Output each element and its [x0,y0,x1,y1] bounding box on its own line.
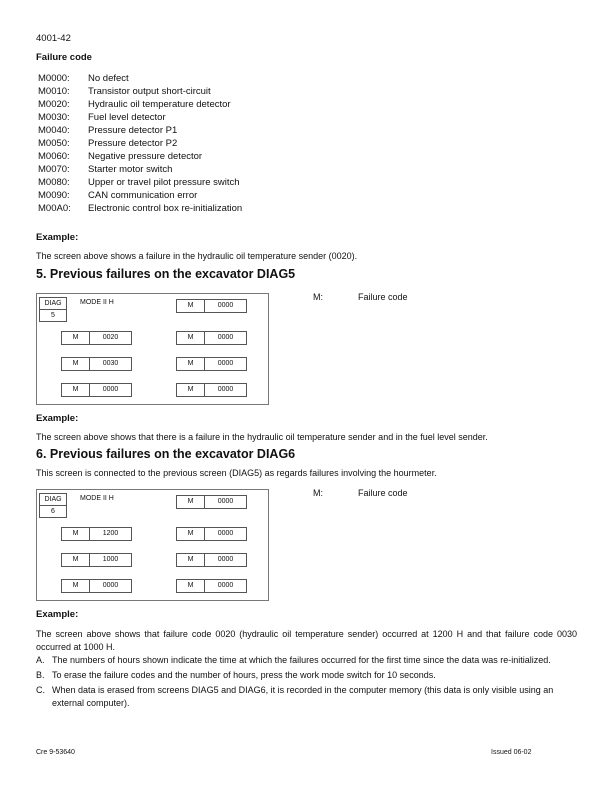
cell-value: 0000 [102,386,119,393]
code-desc: Fuel level detector [88,112,166,123]
failure-cell [176,579,247,593]
note-text: To erase the failure codes and the number of hours, press the work mode switch for 10 seconds. [52,670,436,680]
cell-key: M [177,554,205,566]
note-label: A. [36,655,45,665]
code: M0050: [38,138,70,149]
code-desc: Electronic control box re-initialization [88,203,243,214]
code: M0000: [38,73,70,84]
code-row [38,111,242,124]
failure-cell [176,495,247,509]
failure-cell [61,331,132,345]
cell-key: M [62,358,90,370]
footer-doc-id: Cre 9-53640 [36,749,75,756]
code-desc: Upper or travel pilot pressure switch [88,177,240,188]
code-row [38,72,242,85]
code-row [38,176,242,189]
note-text: The numbers of hours shown indicate the time at which the failures occurred for the first time since the data was re-initialized. [52,655,551,665]
cell-value: 0000 [217,334,234,341]
cell-value: 0000 [217,498,234,505]
code-row [38,137,242,150]
cell-value: 1200 [102,530,119,537]
section5-title: 5. Previous failures on the excavator DIAG5 [36,267,296,281]
code-row [38,85,242,98]
code-desc: CAN communication error [88,190,198,201]
code-row [38,189,242,202]
diag-id-box [39,493,67,518]
cell-value: 0000 [217,530,234,537]
note-item [36,654,577,667]
failure-cell [176,357,247,371]
code-desc: Pressure detector P2 [88,138,178,149]
code-desc: Negative pressure detector [88,151,203,162]
code-desc: Transistor output short-circuit [88,86,211,97]
cell-key: M [62,332,90,344]
cell-value: 0000 [102,582,119,589]
failure-cell [61,527,132,541]
cell-key: M [62,554,90,566]
code: M0010: [38,86,70,97]
note-text: When data is erased from screens DIAG5 and DIAG6, it is recorded in the computer memory (this data is only visible using an external computer). [52,685,554,708]
code-row [38,163,242,176]
code: M00A0: [38,203,71,214]
legend-key: M: [313,292,323,302]
cell-value: 0000 [217,556,234,563]
diag-mode: MODE II H [80,495,114,502]
cell-value: 0000 [217,360,234,367]
example3-heading: Example: [36,609,79,620]
code: M0020: [38,99,70,110]
code: M0090: [38,190,70,201]
failure-cell [176,553,247,567]
code-desc: Starter motor switch [88,164,173,175]
failure-cell [61,579,132,593]
cell-value: 0030 [102,360,119,367]
footer-issued: Issued 06-02 [491,749,532,756]
cell-key: M [62,580,90,592]
example1-heading: Example: [36,232,79,243]
cell-value: 0020 [102,334,119,341]
failure-code-heading: Failure code [36,52,92,63]
diag5-legend [313,292,408,302]
diag-label: DIAG [40,298,66,310]
failure-cell [61,383,132,397]
cell-key: M [177,300,205,312]
cell-key: M [177,496,205,508]
code-row [38,150,242,163]
cell-key: M [177,358,205,370]
cell-key: M [177,384,205,396]
notes-list [36,654,577,710]
example2-heading: Example: [36,413,79,424]
example2-text: The screen above shows that there is a failure in the hydraulic oil temperature sender and in the fuel level sender. [36,432,488,442]
diag6-screen [36,489,269,601]
note-item [36,684,577,710]
code-desc: Hydraulic oil temperature detector [88,99,231,110]
failure-cell [176,331,247,345]
diag-label: DIAG [40,494,66,506]
section6-intro: This screen is connected to the previous screen (DIAG5) as regards failures involving the hourmeter. [36,468,437,478]
failure-cell [176,383,247,397]
example3-text: The screen above shows that failure code 0020 (hydraulic oil temperature sender) occurred at 1200 H and that failure code 0030 occurred at 1000 H. [36,629,577,652]
diag-id-box [39,297,67,322]
legend-value: Failure code [358,488,408,498]
failure-code-list [38,72,242,215]
cell-key: M [177,332,205,344]
page-number: 4001-42 [36,33,71,44]
code-row [38,202,242,215]
code-row [38,98,242,111]
cell-value: 1000 [102,556,119,563]
example1-text: The screen above shows a failure in the hydraulic oil temperature sender (0020). [36,251,358,261]
code-desc: No defect [88,73,129,84]
note-label: B. [36,670,45,680]
code: M0030: [38,112,70,123]
failure-cell [61,553,132,567]
cell-key: M [62,384,90,396]
diag-number: 5 [51,312,55,319]
note-label: C. [36,685,45,695]
code: M0060: [38,151,70,162]
cell-value: 0000 [217,582,234,589]
code: M0070: [38,164,70,175]
cell-key: M [62,528,90,540]
section6-title: 6. Previous failures on the excavator DIAG6 [36,447,296,461]
diag6-legend [313,488,408,498]
diag-mode: MODE II H [80,299,114,306]
cell-key: M [177,528,205,540]
code: M0080: [38,177,70,188]
failure-cell [61,357,132,371]
cell-key: M [177,580,205,592]
code-row [38,124,242,137]
cell-value: 0000 [217,302,234,309]
code: M0040: [38,125,70,136]
legend-key: M: [313,488,323,498]
note-item [36,669,577,682]
failure-cell [176,527,247,541]
cell-value: 0000 [217,386,234,393]
diag5-screen [36,293,269,405]
code-desc: Pressure detector P1 [88,125,178,136]
diag-number: 6 [51,508,55,515]
legend-value: Failure code [358,292,408,302]
failure-cell [176,299,247,313]
